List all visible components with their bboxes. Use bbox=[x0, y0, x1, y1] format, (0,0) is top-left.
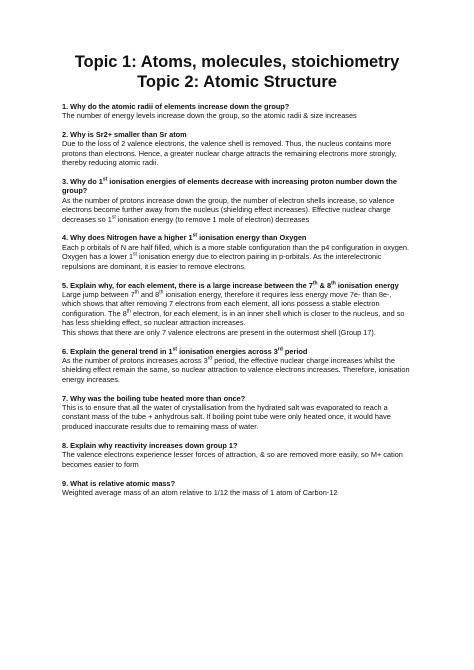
answer-paragraph: As the number of protons increase down the group, the number of electron shells increase, so valence electrons become further away from the nucleus (shielding effect increases). Effective nuclear charge decreases so 1st ionisation energy (to remove 1 mole of electron) decreases bbox=[62, 195, 395, 224]
answer-paragraph: This is to ensure that all the water of crystallisation from the hydrated salt was evaporated to reach a constant mass of the tube + anhydrous salt. If boiling point tube were only heated once, it would have produced inaccurate results due to remaining mass of water. bbox=[62, 403, 391, 431]
answer-paragraph: The valence electrons experience lesser forces of attraction, & so are removed more easily, so M+ cation becomes easier to form bbox=[62, 450, 403, 469]
answer-text bbox=[62, 488, 412, 497]
question-heading: 3. Why do 1st ionisation energies of elements decrease with increasing proton number down the group? bbox=[62, 176, 397, 196]
question-heading: 7. Why was the boiling tube heated more than once? bbox=[62, 393, 246, 403]
answer-text bbox=[62, 290, 412, 337]
answer-text bbox=[62, 111, 412, 120]
question-item bbox=[62, 233, 412, 271]
question-heading: 4. Why does Nitrogen have a higher 1st ionisation energy than Oxygen bbox=[62, 233, 307, 243]
answer-text bbox=[62, 403, 412, 431]
answer-text bbox=[62, 196, 412, 224]
question-item bbox=[62, 479, 412, 498]
answer-paragraph: Due to the loss of 2 valence electrons, the valence shell is removed. Thus, the nucleus contains more protons than electrons. Hence, a greater nuclear charge attracts the remaining electrons more strongly, thereby reducing atomic radii. bbox=[62, 139, 397, 168]
answer-text bbox=[62, 356, 412, 384]
answer-paragraph: Each p orbitals of N are half filled, which is a more stable configuration than the p4 configuration in oxygen. Oxygen has a lower 1st ionisation energy due to electron pairing in p-orbitals. As the interelectronic repulsions are dominant, it is easier to remove electrons. bbox=[62, 242, 409, 271]
question-list bbox=[62, 102, 412, 498]
question-item bbox=[62, 347, 412, 385]
title-block bbox=[62, 52, 412, 92]
question-heading: 1. Why do the atomic radii of elements increase down the group? bbox=[62, 101, 290, 111]
answer-text bbox=[62, 450, 412, 469]
answer-paragraph: As the number of protons increases across 3rd period, the effective nuclear charge increases whilst the shielding effect remain the same, so nuclear attraction to valence electrons increases. Therefore, ionisation energy increases. bbox=[62, 355, 410, 384]
question-item bbox=[62, 441, 412, 469]
question-heading: 9. What is relative atomic mass? bbox=[62, 478, 176, 488]
question-item bbox=[62, 130, 412, 168]
question-heading: 8. Explain why reactivity increases down group 1? bbox=[62, 440, 238, 450]
answer-paragraph: Weighted average mass of an atom relative to 1/12 the mass of 1 atom of Carbon-12 bbox=[62, 487, 338, 497]
question-item bbox=[62, 177, 412, 224]
question-item bbox=[62, 394, 412, 432]
question-item bbox=[62, 281, 412, 337]
answer-paragraph: The number of energy levels increase down the group, so the atomic radii & size increases bbox=[62, 110, 357, 120]
question-heading: 5. Explain why, for each element, there is a large increase between the 7th & 8th ionisation energy bbox=[62, 280, 399, 290]
answer-paragraph: This shows that there are only 7 valence electrons are present in the outermost shell (Group 17). bbox=[62, 327, 376, 337]
sub-title: Topic 2: Atomic Structure bbox=[137, 73, 337, 91]
answer-text bbox=[62, 243, 412, 271]
main-title: Topic 1: Atoms, molecules, stoichiometry bbox=[74, 53, 400, 71]
answer-paragraph: Large jump between 7th and 8th ionisation energy, therefore it requires less energy move 7e- than 8e-, which shows that after removing 7 electrons from each element, all ions possess a stable electron configuration. The 8th electron, for each element, is in an inner shell which is closer to the nucleus, and so has less shielding effect, so nuclear attraction increases. bbox=[62, 289, 405, 328]
question-heading: 6. Explain the general trend in 1st ionisation energies across 3rd period bbox=[62, 346, 308, 356]
question-heading: 2. Why is Sr2+ smaller than Sr atom bbox=[62, 129, 187, 139]
question-item bbox=[62, 102, 412, 121]
answer-text bbox=[62, 139, 412, 167]
